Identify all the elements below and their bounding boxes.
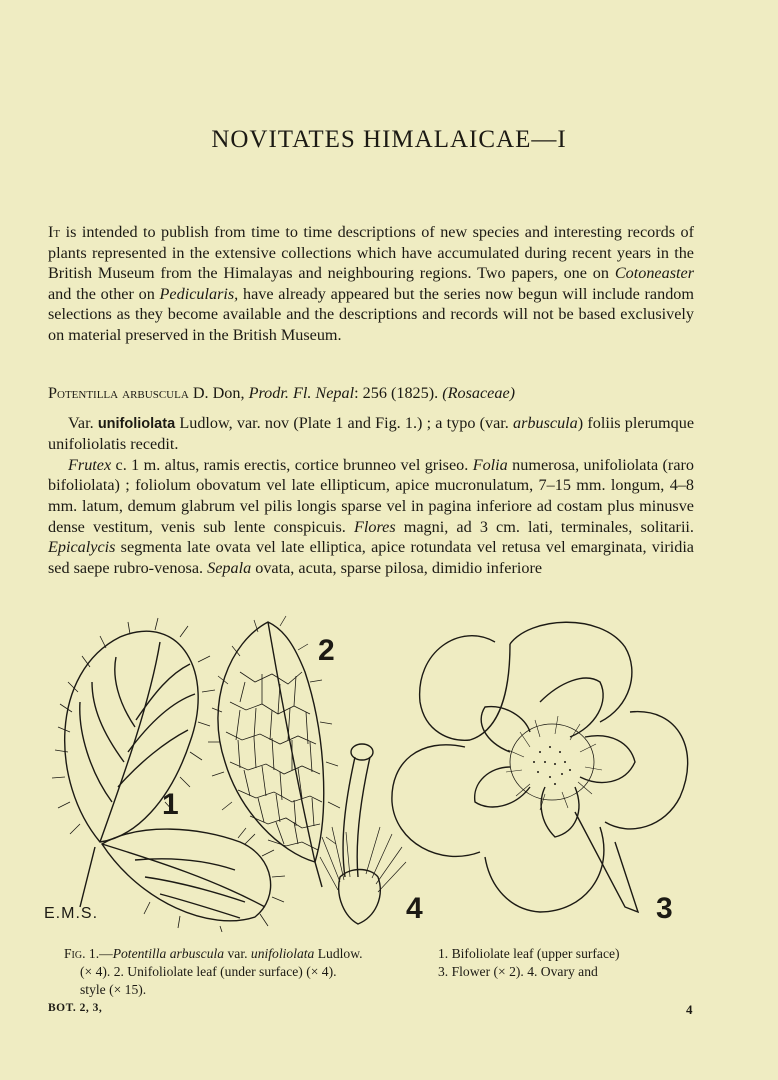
caption-variety: unifoliolata: [250, 946, 315, 961]
caption-author: Ludlow.: [314, 946, 363, 961]
desc-t4: segmenta late ovata vel late elliptica, apice rotundata vel retusa vel emarginata, viridia sed saepe rubro-venosa.: [48, 538, 694, 577]
genus-cotoneaster: Cotoneaster: [614, 264, 694, 283]
page-title: NOVITATES HIMALAICAE—I: [211, 126, 567, 153]
figure-label-2: 2: [318, 634, 335, 667]
description-paragraph: [48, 455, 694, 579]
variety-paragraph: [48, 413, 694, 455]
term-epicalycis: Epicalycis: [48, 538, 116, 557]
species-family: (Rosaceae): [442, 384, 516, 402]
botanical-illustration: [40, 612, 700, 932]
figure-caption: [64, 945, 426, 999]
desc-t5: ovata, acuta, sparse pilosa, dimidio inferiore: [251, 558, 543, 577]
desc-t3: magni, ad 3 cm. lati, terminales, solitarii.: [395, 517, 694, 536]
page-number: 4: [686, 1002, 693, 1017]
variety-text-end: ) foliis plerumque unifoliolatis recedit.: [48, 413, 695, 454]
term-sepala: Sepala: [207, 558, 252, 577]
caption-right-line-2: 3. Flower (× 2). 4. Ovary and: [438, 964, 598, 979]
caption-fig-number: Fig. 1.—: [64, 946, 113, 961]
figure-label-3: 3: [656, 892, 673, 925]
figure-label-1: 1: [162, 788, 179, 821]
variety-name: unifoliolata: [97, 415, 176, 432]
term-flores: Flores: [353, 517, 396, 536]
species-name: Potentilla arbuscula: [48, 384, 189, 402]
flower-drawing: [392, 622, 688, 912]
ovary-style-drawing: [320, 744, 406, 924]
desc-t1: c. 1 m. altus, ramis erectis, cortice brunneo vel griseo.: [111, 455, 473, 474]
variety-typo: arbuscula: [513, 413, 578, 432]
caption-species: Potentilla arbuscula: [112, 946, 225, 961]
desc-t2: numerosa, unifoliolata (raro bifoliolata) ; foliolum obovatum vel late ellipticum, apice mucronulatum, 7–15 mm. longum, 4–8 mm. latum, demum glabrum vel pilis longis sparse vel in pagina inferiore ad costam plus minusve dense vestitum, venis sub lente conspicuis.: [48, 455, 694, 536]
caption-line-2: (× 4). 2. Unifoliolate leaf (under surface) (× 4).: [80, 964, 337, 979]
species-author: D. Don,: [188, 384, 249, 402]
species-reference: Prodr. Fl. Nepal: [248, 384, 355, 402]
species-heading: [48, 383, 694, 404]
figure-label-4: 4: [406, 892, 423, 925]
figure-caption-right: [438, 945, 698, 981]
intro-first-word: It: [48, 223, 61, 241]
caption-right-line-1: 1. Bifoliolate leaf (upper surface): [438, 946, 620, 961]
variety-prefix: Var.: [68, 413, 98, 432]
caption-line-3: style (× 15).: [80, 982, 147, 997]
illustrator-initials: E.M.S.: [44, 905, 99, 922]
caption-line-1: [64, 945, 426, 963]
species-section: [48, 383, 694, 578]
term-folia: Folia: [472, 455, 508, 474]
footer-signature: BOT. 2, 3,: [48, 1002, 103, 1014]
intro-mid: and the other on: [48, 284, 160, 303]
leaf-1-upper-drawing: [65, 631, 271, 921]
caption-var: var.: [224, 946, 251, 961]
intro-end: have already appeared but the series now begun will include random selections as they become available and the descriptions and records will not be based exclusively on material preserved in the British Museum.: [48, 284, 694, 344]
term-frutex: Frutex: [68, 455, 112, 474]
intro-paragraph: [48, 222, 694, 346]
genus-pedicularis: Pedicularis,: [159, 284, 239, 303]
species-reference-rest: : 256 (1825).: [354, 384, 443, 402]
intro-text: is intended to publish from time to time descriptions of new species and interesting records of plants represented in the extensive collections which have accumulated during recent years in the British Museum from the Himalayas and neighbouring regions. Two papers, one on: [48, 223, 694, 283]
variety-text: Ludlow, var. nov (Plate 1 and Fig. 1.) ; a typo (var.: [175, 413, 514, 432]
